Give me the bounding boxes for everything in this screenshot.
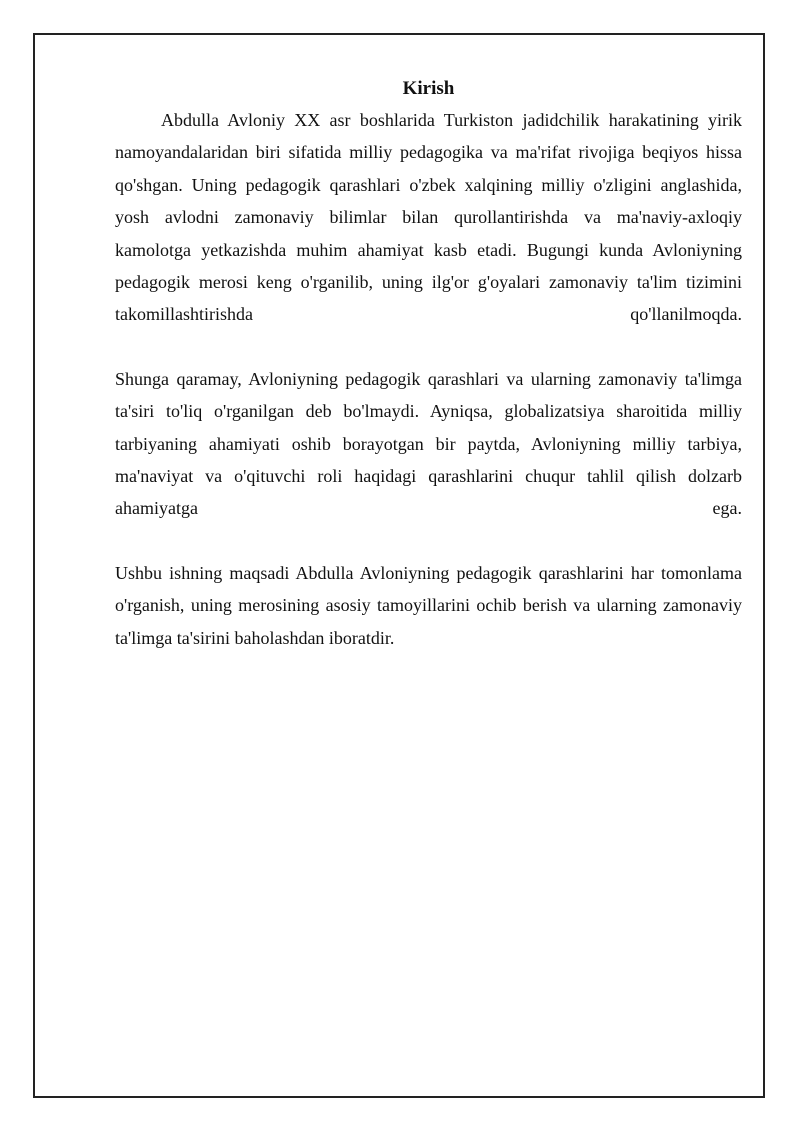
paragraph-intro: Abdulla Avloniy XX asr boshlarida Turkiston jadidchilik harakatining yirik namoyandalaridan biri sifatida milliy pedagogika va ma'rifat rivojiga beqiyos hissa qo'shgan. Uning pedagogik qarashlari o'zbek xalqining milliy o'zligini anglashida, yosh avlodni zamonaviy bilimlar bilan qurollantirishda va ma'naviy-axloqiy kamolotga yetkazishda muhim ahamiyat kasb etadi. Bugungi kunda Avloniyning pedagogik merosi keng o'rganilib, uning ilg'or g'oyalari zamonaviy ta'lim tizimini takomillashtirishda qo'llanilmoqda. bbox=[115, 110, 742, 325]
document-body bbox=[115, 74, 742, 686]
section-heading: Kirish bbox=[402, 78, 455, 99]
paragraph-goal: Ushbu ishning maqsadi Abdulla Avloniyning pedagogik qarashlarini har tomonlama o'rganish, uning merosining asosiy tamoyillarini ochib berish va ularning zamonaviy ta'limga ta'sirini baholashdan iboratdir. bbox=[115, 562, 742, 648]
paragraph-relevance: Shunga qaramay, Avloniyning pedagogik qarashlari va ularning zamonaviy ta'limga ta'siri to'liq o'rganilgan deb bo'lmaydi. Ayniqsa, globalizatsiya sharoitida milliy tarbiyaning ahamiyati oshib borayotgan bir paytda, Avloniyning milliy tarbiya, ma'naviyat va o'qituvchi roli haqidagi qarashlarini chuqur tahlil qilish dolzarb ahamiyatga ega. bbox=[115, 368, 742, 519]
